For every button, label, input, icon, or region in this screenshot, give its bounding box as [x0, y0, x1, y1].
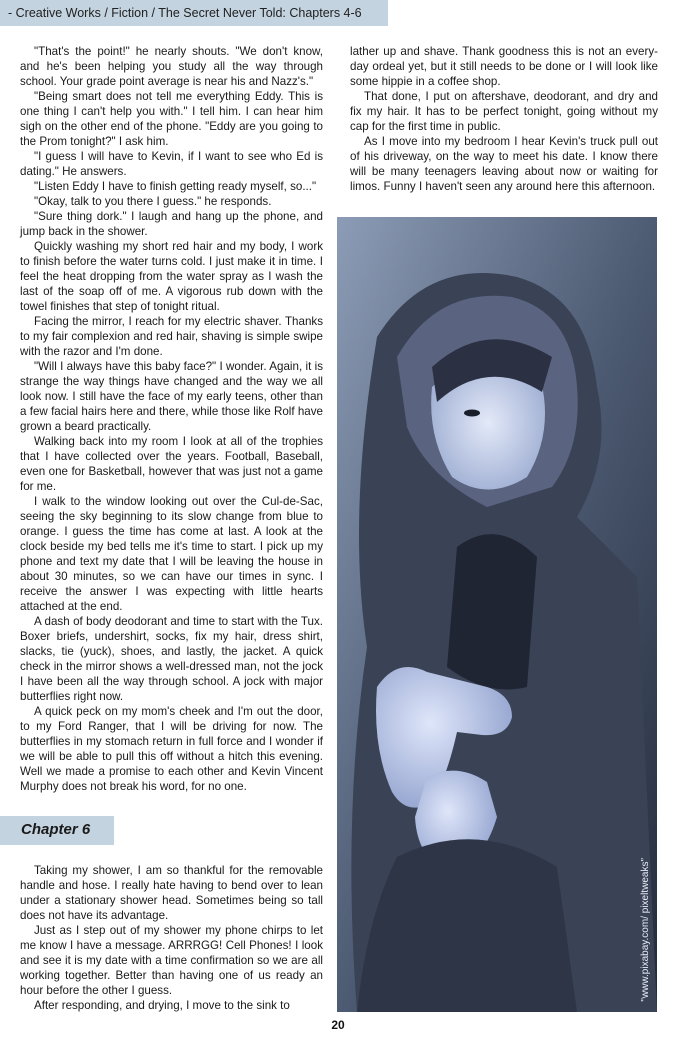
paragraph: A quick peck on my mom's cheek and I'm out the door, to my Ford Ranger, that I will be driving for now. The butterflies in my stomach return in full force and I wonder if we will be able to pull this off without a hitch this evening. Well we made a promise to each other and Kevin Vincent Murphy does not break his word, for no one.	[20, 705, 323, 793]
breadcrumb	[0, 0, 388, 26]
paragraph: Just as I step out of my shower my phone chirps to let me know I have a message. ARRRGG! Cell Phones! I look and see it is my date with a time confirmation so we are all working together. Better than having one of us ready an hour before the other I guess.	[20, 924, 323, 997]
paragraph: "Being smart does not tell me everything Eddy. This is one thing I can't help you with." I tell him. I can hear him sigh on the other end of the phone. "Eddy are you going to the Prom tonight?" I ask him.	[20, 90, 323, 148]
paragraph: Quickly washing my short red hair and my body, I work to finish before the water turns cold. I just make it in time. I feel the heat dropping from the water spray as I wash the last of the soap off of me. A vigorous rub down with the towel finishes that step of tonight ritual.	[20, 240, 323, 313]
paragraph: A dash of body deodorant and time to start with the Tux. Boxer briefs, undershirt, socks, fix my hair, dress shirt, slacks, tie (yuck), shoes, and lastly, the jacket. A quick check in the mirror shows a well-dressed man, not the jock I have been all the way through school. A jock with major butterflies right now.	[20, 615, 323, 703]
page-number: 20	[331, 1018, 345, 1032]
paragraph: "Sure thing dork." I laugh and hang up the phone, and jump back in the shower.	[20, 210, 323, 238]
paragraph: "Okay, talk to you there I guess." he responds.	[34, 195, 272, 208]
paragraph: That done, I put on aftershave, deodorant, and dry and fix my hair. It has to be perfect tonight, going without my cap for the first time in public.	[350, 90, 658, 133]
paragraph: After responding, and drying, I move to the sink to	[34, 999, 290, 1012]
chapter-text-column	[20, 863, 323, 1013]
paragraph: "That's the point!" he nearly shouts. "We don't know, and he's been helping you study all the way through school. Your grade point average is near his and Nazz's."	[20, 45, 323, 88]
paragraph: "Will I always have this baby face?" I wonder. Again, it is strange the way things have changed and the way we all look now. I still have the face of my early teens, other than a few facial hairs here and there, while those like Rolf have grown a beard practically.	[20, 360, 323, 433]
paragraph: "Listen Eddy I have to finish getting ready myself, so..."	[34, 180, 317, 193]
paragraph: Facing the mirror, I reach for my electric shaver. Thanks to my fair complexion and red hair, shaving is simple swipe with the razor and I'm done.	[20, 315, 323, 358]
paragraph: Walking back into my room I look at all of the trophies that I have collected over the years. Football, Baseball, even one for Basketball, however that was just not a game for me.	[20, 435, 323, 493]
paragraph: As I move into my bedroom I hear Kevin's truck pull out of his driveway, on the way to meet his date. I know there will be many teenagers leaving about now or waiting for limos. Funny I haven't seen any around here this afternoon.	[350, 135, 658, 193]
hooded-boy-photo	[337, 217, 657, 1012]
chapter-title: Chapter 6	[21, 821, 91, 838]
photo-illustration	[337, 217, 657, 1012]
photo-credit: "www.pixabay.com/ pixeltweaks"	[640, 858, 651, 1002]
right-text-column	[350, 44, 658, 194]
paragraph: Taking my shower, I am so thankful for the removable handle and hose. I really hate having to bend over to lean under a stationary shower head. Sometimes being so tall does not have its advantage.	[20, 864, 323, 922]
breadcrumb-text: - Creative Works / Fiction / The Secret Never Told: Chapters 4-6	[8, 6, 362, 20]
paragraph: "I guess I will have to Kevin, if I want to see who Ed is dating." He answers.	[20, 150, 323, 178]
paragraph: I walk to the window looking out over the Cul-de-Sac, seeing the sky beginning to its slow change from blue to orange. I guess the time has come at last. A look at the clock beside my bed tells me it's time to start. I pick up my phone and text my date that I will be leaving the house in about 30 minutes, so we can have our times in sync. I receive the answer I was expecting with little hearts attached at the end.	[20, 495, 323, 613]
paragraph: lather up and shave. Thank goodness this is not an every-day ordeal yet, but it still needs to be done or I will look like some hippie in a coffee shop.	[350, 45, 658, 88]
left-text-column	[20, 44, 323, 794]
